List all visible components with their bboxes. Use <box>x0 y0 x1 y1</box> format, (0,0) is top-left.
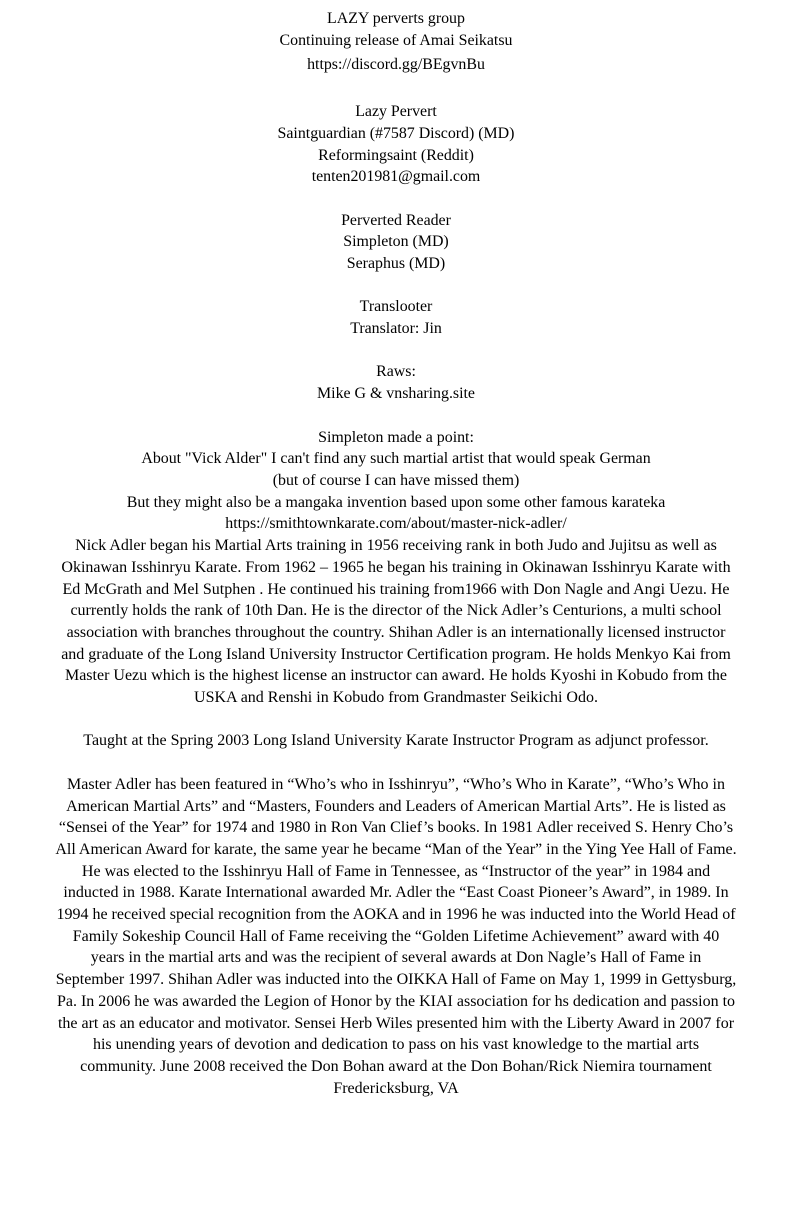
lazy-pervert-section <box>0 101 792 188</box>
bio-line: years in the martial arts and was the recipient of several awards at Don Nagle’s Hall of Fame in <box>90 949 702 967</box>
bio-line: Taught at the Spring 2003 Long Island University Karate Instructor Program as adjunct professor. <box>83 732 709 750</box>
bio-paragraph-1 <box>0 535 792 709</box>
credit-line: Simpleton (MD) <box>343 233 449 251</box>
credit-line: Seraphus (MD) <box>346 255 446 272</box>
bio-line: Ed McGrath and Mel Sutphen . He continued his training from1966 with Don Nagle and Angi Uezu. He <box>62 580 730 598</box>
header-section <box>0 8 792 79</box>
source-link[interactable]: https://smithtownkarate.com/about/master-nick-adler/ <box>225 515 567 533</box>
bio-paragraph-3 <box>0 774 792 1100</box>
perverted-reader-heading: Perverted Reader <box>341 211 451 229</box>
credit-line: Mike G & vnsharing.site <box>317 385 475 403</box>
discord-link[interactable]: https://discord.gg/BEgvnBu <box>307 56 485 74</box>
bio-line: He was elected to the Isshinryu Hall of Fame in Tennessee, as “Instructor of the year” in 1984 and <box>81 862 711 880</box>
bio-line: Master Adler has been featured in “Who’s who in Isshinryu”, “Who’s Who in Karate”, “Who’s Who in <box>67 775 725 793</box>
raws-section <box>0 361 792 404</box>
note-line: About "Vick Alder" I can't find any such martial artist that would speak German <box>141 450 651 468</box>
note-heading: Simpleton made a point: <box>318 428 474 446</box>
bio-line: American Martial Arts” and “Masters, Founders and Leaders of American Martial Arts”. He is listed as <box>66 797 726 815</box>
bio-line: currently holds the rank of 10th Dan. He is the director of the Nick Adler’s Centurions, a multi school <box>70 602 722 620</box>
bio-line: association with branches throughout the country. Shihan Adler is an internationally licensed instructor <box>66 623 726 641</box>
bio-paragraph-2 <box>0 730 792 752</box>
note-section <box>0 427 792 536</box>
bio-line: Nick Adler began his Martial Arts training in 1956 receiving rank in both Judo and Jujitsu as well as <box>75 537 717 555</box>
bio-line: Okinawan Isshinryu Karate. From 1962 – 1965 he began his training in Okinawan Isshinryu Karate with <box>61 558 731 576</box>
bio-line: Pa. In 2006 he was awarded the Legion of Honor by the KIAI association for hs dedication and passion to <box>56 992 736 1010</box>
bio-line: the art as an educator and motivator. Sensei Herb Wiles presented him with the Liberty Award in 2007 for <box>57 1014 735 1032</box>
bio-line: September 1997. Shihan Adler was inducted into the OIKKA Hall of Fame on May 1, 1999 in Gettysburg, <box>55 971 737 989</box>
credit-line: Saintguardian (#7587 Discord) (MD) <box>277 124 515 142</box>
translooter-heading: Translooter <box>359 298 433 316</box>
credits-document <box>0 8 792 1099</box>
credit-line: Reformingsaint (Reddit) <box>318 146 474 164</box>
credit-line: Translator: Jin <box>350 320 442 338</box>
email-link[interactable]: tenten201981@gmail.com <box>311 168 481 186</box>
bio-line: Family Sokeship Council Hall of Fame receiving the “Golden Lifetime Achievement” award with 40 <box>72 927 720 945</box>
bio-line: Master Uezu which is the highest license an instructor can award. He holds Kyoshi in Kobudo from the <box>64 667 728 685</box>
bio-line: inducted in 1988. Karate International awarded Mr. Adler the “East Coast Pioneer’s Award”, in 1989. In <box>63 884 729 902</box>
bio-line: 1994 he received special recognition from the AOKA and in 1996 he was inducted into the World Head of <box>56 906 736 924</box>
bio-line: his unending years of devotion and dedication to pass on his vast knowledge to the martial arts <box>92 1036 700 1054</box>
note-line: But they might also be a mangaka invention based upon some other famous karateka <box>126 493 666 511</box>
bio-line: “Sensei of the Year” for 1974 and 1980 in Ron Van Clief’s books. In 1981 Adler received S. Henry Cho’s <box>58 819 734 837</box>
translooter-section <box>0 296 792 339</box>
bio-line: Fredericksburg, VA <box>333 1079 459 1097</box>
bio-line: USKA and Renshi in Kobudo from Grandmaster Seikichi Odo. <box>194 689 598 707</box>
raws-heading: Raws: <box>376 363 416 381</box>
perverted-reader-section <box>0 210 792 275</box>
bio-line: community. June 2008 received the Don Bohan award at the Don Bohan/Rick Niemira tournament <box>80 1057 712 1075</box>
release-title: Continuing release of Amai Seikatsu <box>279 31 513 49</box>
bio-line: and graduate of the Long Island University Instructor Certification program. He holds Menkyo Kai from <box>61 645 731 663</box>
bio-line: All American Award for karate, the same year he became “Man of the Year” in the Ying Yee Hall of Fame. <box>55 840 737 858</box>
group-name: LAZY perverts group <box>327 10 465 27</box>
note-line: (but of course I can have missed them) <box>272 471 520 489</box>
lazy-pervert-heading: Lazy Pervert <box>355 103 437 121</box>
